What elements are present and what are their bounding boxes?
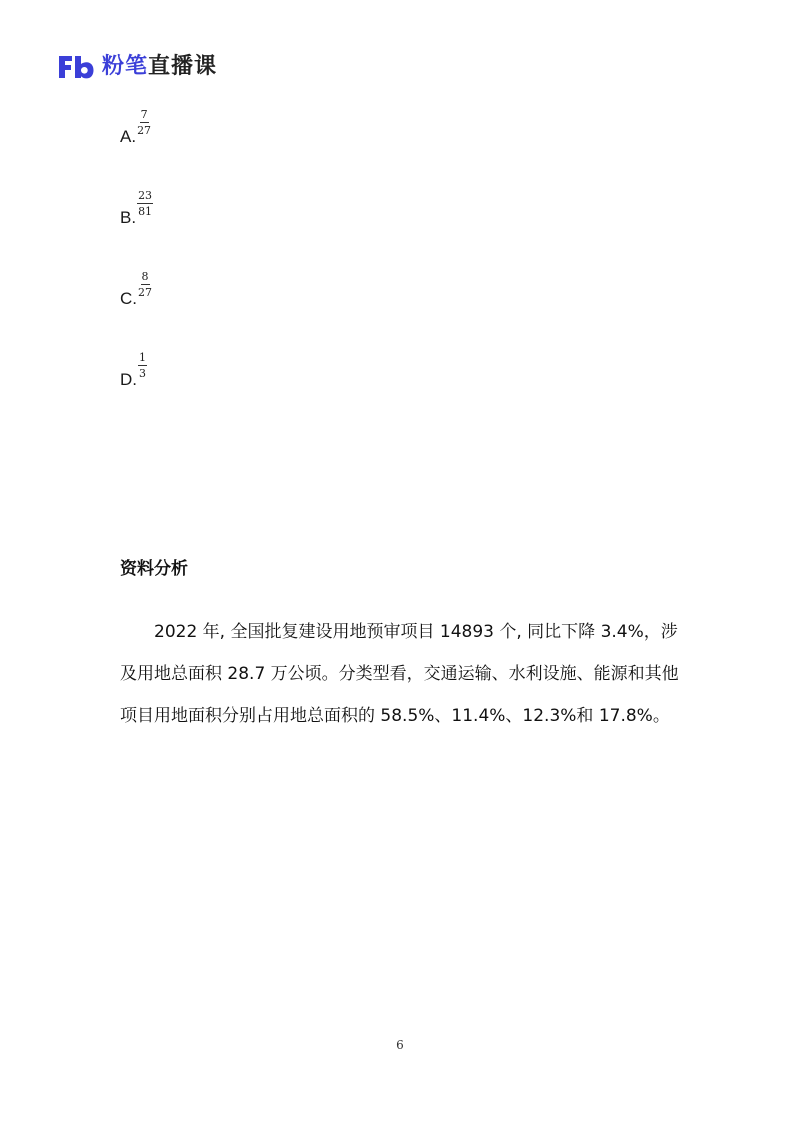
option-fraction <box>138 270 152 299</box>
fraction-numerator: 8 <box>141 270 149 283</box>
option-fraction <box>137 189 153 218</box>
page-number: 6 <box>396 1038 404 1052</box>
logo-text <box>102 52 217 82</box>
option-d <box>120 351 147 390</box>
fenbi-logo-icon <box>56 52 96 82</box>
fraction-denominator: 81 <box>138 205 153 218</box>
option-b <box>120 189 153 228</box>
option-a <box>120 108 151 147</box>
logo-brand-text: 粉笔 <box>102 54 149 79</box>
option-fraction <box>137 108 151 137</box>
option-letter: B. <box>120 208 137 227</box>
option-letter: C. <box>120 289 137 308</box>
section-title: 资料分析 <box>120 559 188 579</box>
logo-course-text: 直播课 <box>148 54 218 79</box>
brand-logo <box>56 52 217 82</box>
option-letter: D. <box>120 370 137 389</box>
fraction-numerator: 1 <box>139 351 146 364</box>
option-letter: A. <box>120 127 137 146</box>
fraction-denominator: 27 <box>138 286 152 299</box>
fraction-numerator: 7 <box>140 108 148 121</box>
option-c <box>120 270 152 309</box>
fraction-denominator: 27 <box>137 124 152 137</box>
fraction-denominator: 3 <box>139 367 146 380</box>
fraction-numerator: 23 <box>138 189 153 202</box>
option-fraction <box>138 351 147 380</box>
data-analysis-passage: 2022 年, 全国批复建设用地预审项目 14893 个, 同比下降 3.4%，涉及用地总面积 28.7 万公顷。分类型看，交通运输、水利设施、能源和其他项目用地面积分别占用地总面积的 58.5%、11.4%、12.3%和 17.8%。 <box>120 622 679 726</box>
